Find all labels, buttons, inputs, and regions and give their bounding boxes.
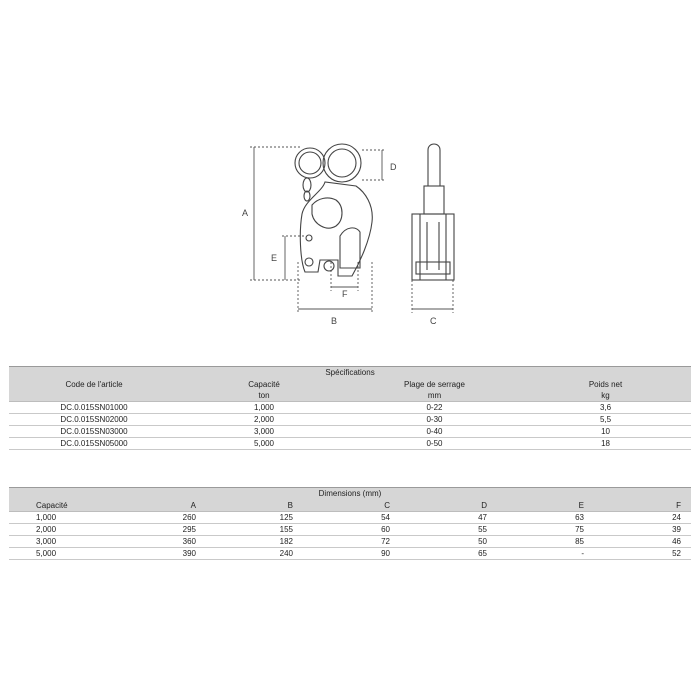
dimension-label-f: F [342,289,348,299]
table-row [9,524,691,536]
dimension-label-e: E [271,253,278,263]
column-header: Capacité [9,500,109,512]
net-weight-cell: 3,6 [520,402,691,414]
dimension-c-cell: 72 [303,536,400,548]
specifications-title: Spécifications [9,367,691,380]
dimension-f-cell: 52 [594,548,691,560]
column-header: F [594,500,691,512]
dimension-c-cell: 54 [303,512,400,524]
capacity-cell: 1,000 [179,402,349,414]
dimension-b-cell: 240 [206,548,303,560]
dimension-e-cell: 85 [497,536,594,548]
unit-cell [9,390,179,402]
dimension-c-cell: 90 [303,548,400,560]
dimension-a-cell: 260 [109,512,206,524]
dimension-label-b: B [331,316,338,326]
capacity-cell: 2,000 [9,524,109,536]
dimension-d-cell: 55 [400,524,497,536]
clamping-range-cell: 0-30 [349,414,520,426]
table-row [9,414,691,426]
dimensions-table [9,487,691,560]
dimension-a-cell: 390 [109,548,206,560]
table-row [9,512,691,524]
dimension-c-cell: 60 [303,524,400,536]
capacity-cell: 3,000 [179,426,349,438]
dimension-b-cell: 182 [206,536,303,548]
column-header: Code de l'article [9,379,179,390]
dimension-a-cell: 360 [109,536,206,548]
dimension-a-cell: 295 [109,524,206,536]
table-row [9,402,691,414]
net-weight-cell: 18 [520,438,691,450]
specifications-table [9,366,691,450]
dimension-d-cell: 50 [400,536,497,548]
dimension-b-cell: 155 [206,524,303,536]
table-row [9,438,691,450]
column-header: Capacité [179,379,349,390]
dimension-e-cell: - [497,548,594,560]
dimension-e-cell: 75 [497,524,594,536]
column-header: E [497,500,594,512]
column-header: A [109,500,206,512]
article-code: DC.0.015SN01000 [9,402,179,414]
column-header: B [206,500,303,512]
column-header: Poids net [520,379,691,390]
dimension-label-d: D [390,162,397,172]
unit-cell: mm [349,390,520,402]
capacity-cell: 2,000 [179,414,349,426]
unit-cell: ton [179,390,349,402]
net-weight-cell: 5,5 [520,414,691,426]
capacity-cell: 1,000 [9,512,109,524]
dimension-d-cell: 65 [400,548,497,560]
clamp-front-view [295,144,372,276]
dimension-d-cell: 47 [400,512,497,524]
net-weight-cell: 10 [520,426,691,438]
dimension-label-a: A [242,208,249,218]
unit-cell: kg [520,390,691,402]
dimension-f-cell: 24 [594,512,691,524]
dimension-f-cell: 46 [594,536,691,548]
table-row [9,548,691,560]
table-row [9,426,691,438]
column-header: Plage de serrage [349,379,520,390]
dimension-b-cell: 125 [206,512,303,524]
dimension-label-c: C [430,316,437,326]
clamping-range-cell: 0-40 [349,426,520,438]
capacity-cell: 5,000 [179,438,349,450]
clamp-side-view [412,144,454,280]
table-row [9,536,691,548]
dimension-e-cell: 63 [497,512,594,524]
clamp-technical-drawing [0,0,700,340]
column-header: C [303,500,400,512]
clamping-range-cell: 0-50 [349,438,520,450]
article-code: DC.0.015SN03000 [9,426,179,438]
capacity-cell: 3,000 [9,536,109,548]
capacity-cell: 5,000 [9,548,109,560]
clamping-range-cell: 0-22 [349,402,520,414]
dimensions-title: Dimensions (mm) [9,488,691,501]
column-header: D [400,500,497,512]
article-code: DC.0.015SN05000 [9,438,179,450]
dimension-f-cell: 39 [594,524,691,536]
article-code: DC.0.015SN02000 [9,414,179,426]
